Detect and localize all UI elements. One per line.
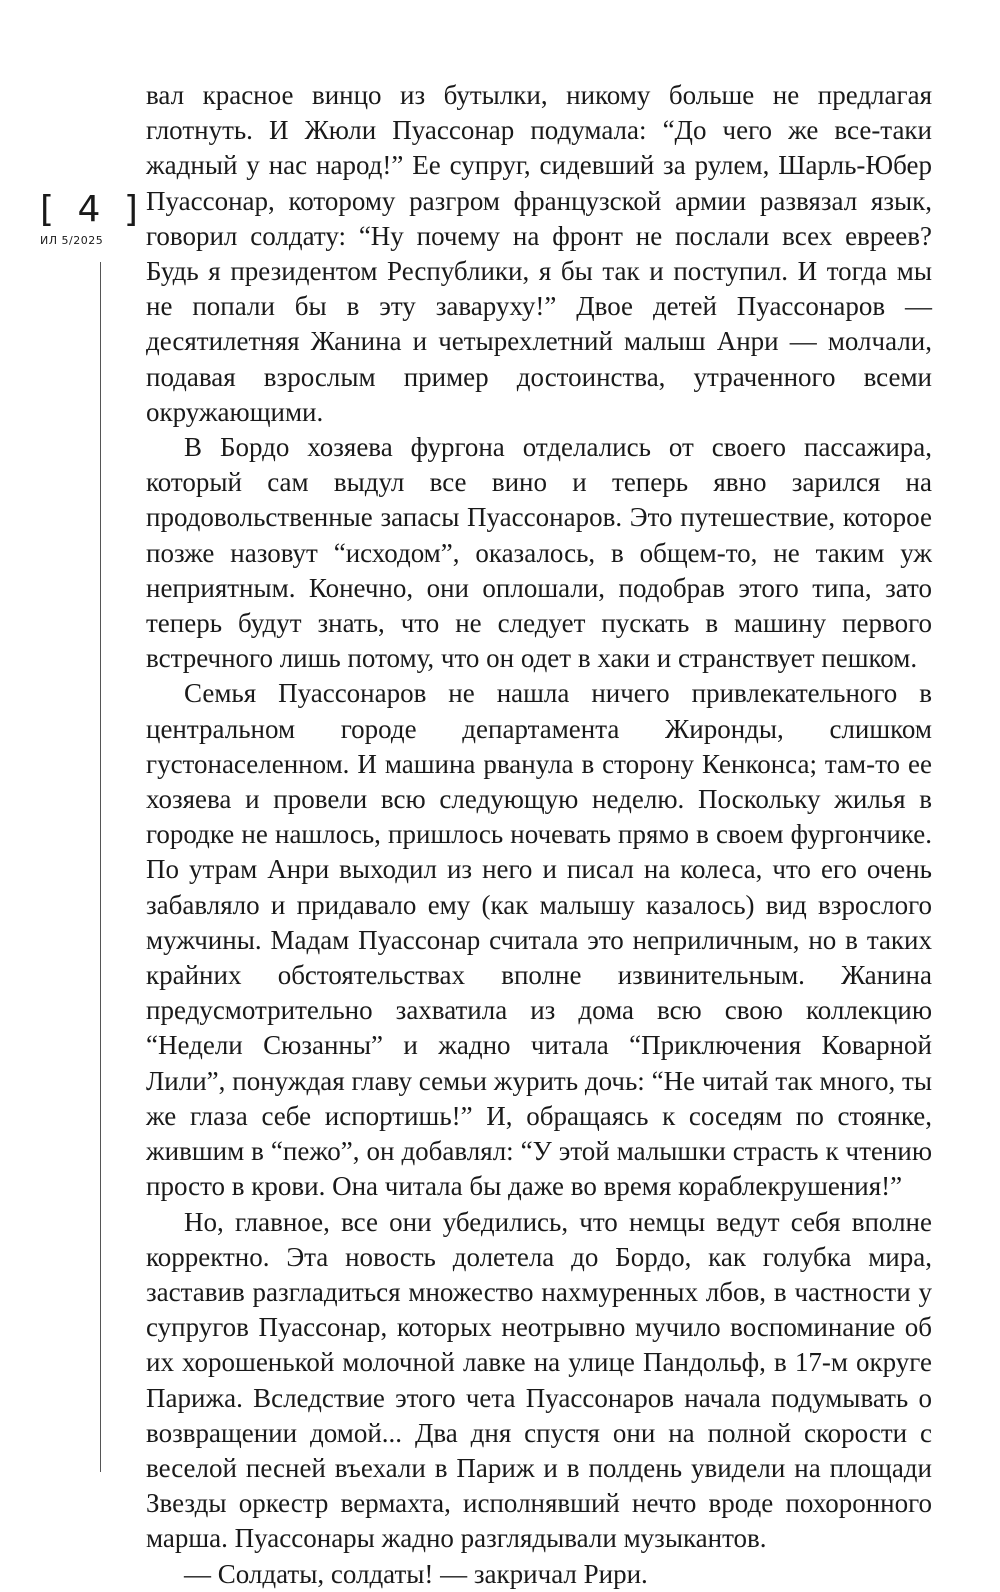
paragraph-2: В Бордо хозяева фургона отделались от своего пассажира, который сам выдул все вино и теперь явно зарился на продовольственные запасы Пуассонаров. Это путешествие, которое позже назовут “исходом”, оказалось, в общем-то, не таким уж неприятным. Конечно, они оплошали, подобрав этого типа, зато теперь будут знать, что не следует пускать в машину первого встречного лишь потому, что он одет в хаки и странствует пешком. xyxy=(146,432,932,674)
paragraph-4: Но, главное, все они убедились, что немцы ведут себя вполне корректно. Эта новость долетела до Бордо, как голубка мира, заставив разгладиться множество нахмуренных лбов, в частности у супругов Пуассонар, которых неотрывно мучило воспоминание об их хорошенькой молочной лавке на улице Пандольф, в 17-м округе Парижа. Вследствие этого чета Пуассонаров начала подумывать о возвращении домой... Два дня спустя они на полной скорости с веселой песней въехали в Париж и в полдень увидели на площади Звезды оркестр вермахта, исполнявший нечто вроде похоронного марша. Пуассонары жадно разглядывали музыкантов. xyxy=(146,1206,932,1554)
paragraph-5: — Солдаты, солдаты! — закричал Рири. xyxy=(184,1558,648,1589)
paragraph-1: вал красное винцо из бутылки, никому больше не предлагая глотнуть. И Жюли Пуассонар подумала: “До чего же все-таки жадный у нас народ!” Ее супруг, сидевший за рулем, Шарль-Юбер Пуассонар, которому разгром французской армии развязал язык, говорил солдату: “Ну почему на фронт не послали всех евреев? Будь я президентом Республики, я бы так и поступил. И тогда мы не попали бы в эту заваруху!” Двое детей Пуассонаров — десятилетняя Жанина и четырехлетний малыш Анри — молчали, подавая взрослым пример достоинства, утраченного всеми окружающими. xyxy=(146,80,932,427)
body-text xyxy=(146,78,932,1592)
page-number: [ 4 ] xyxy=(40,189,144,230)
margin-rule xyxy=(100,262,101,1472)
page-margin xyxy=(40,189,144,247)
journal-issue: ИЛ 5/2025 xyxy=(40,234,104,247)
paragraph-3: Семья Пуассонаров не нашла ничего привлекательного в центральном городе департамента Жиронды, слишком густонаселенном. И машина рванула в сторону Кенконса; там-то ее хозяева и провели всю следующую неделю. Поскольку жилья в городке не нашлось, пришлось ночевать прямо в своем фургончике. По утрам Анри выходил из него и писал на колеса, что его очень забавляло и придавало ему (как малышу казалось) вид взрослого мужчины. Мадам Пуассонар считала это неприличным, но в таких крайних обстоятельствах вполне извинительным. Жанина предусмотрительно захватила из дома всю свою коллекцию “Недели Сюзанны” и жадно читала “Приключения Коварной Лили”, понуждая главу семьи журить дочь: “Не читай так много, ты же глаза себе испортишь!” И, обращаясь к соседям по стоянке, жившим в “пежо”, он добавлял: “У этой малышки страсть к чтению просто в крови. Она читала бы даже во время кораблекрушения!” xyxy=(146,678,932,1202)
